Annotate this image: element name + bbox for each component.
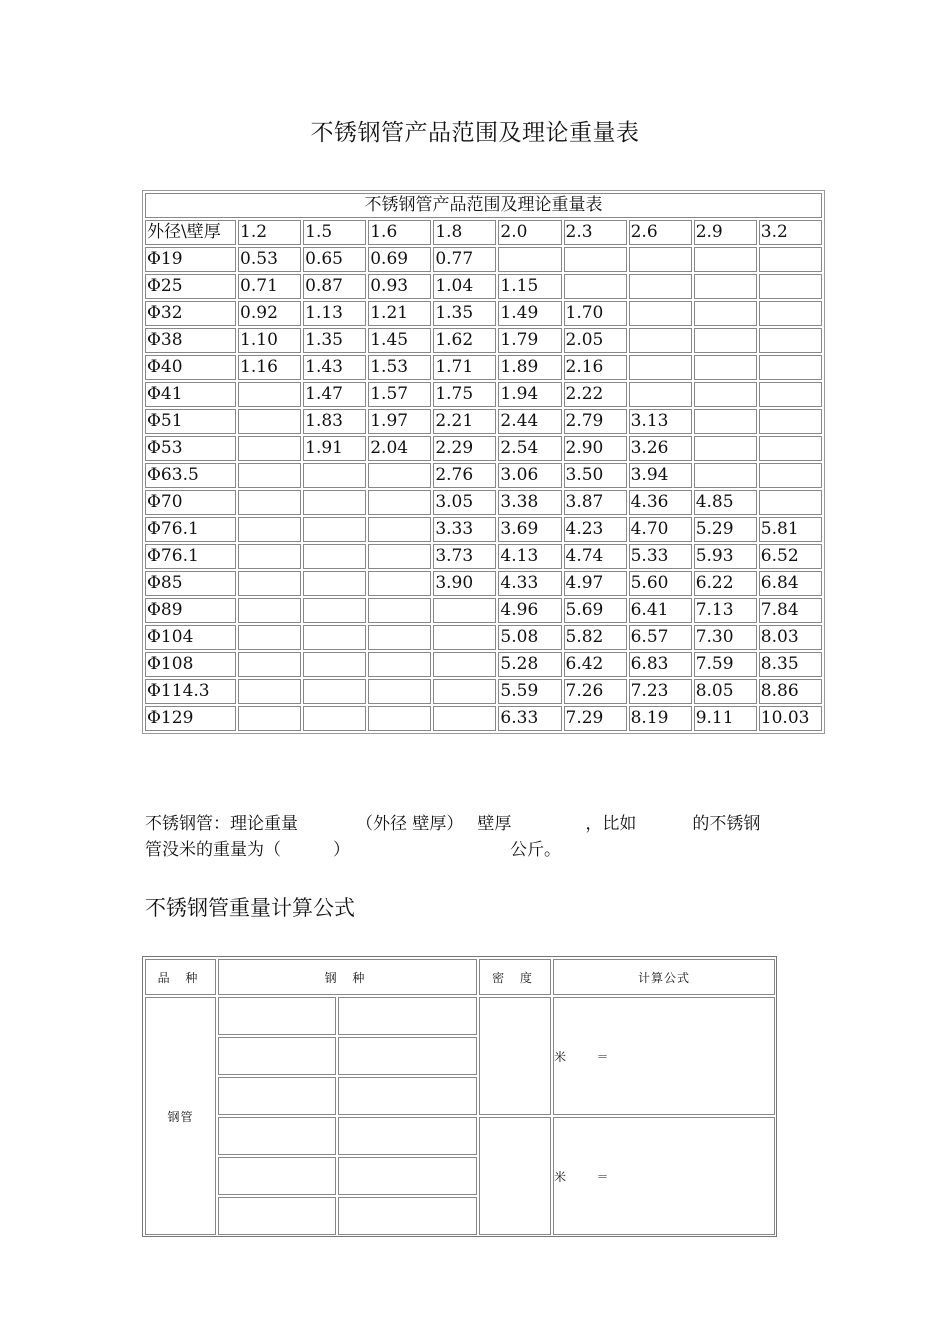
table-cell: 8.03 [759,625,822,650]
grade-cell [218,1077,336,1115]
table-cell: 6.52 [759,544,822,569]
table-cell: 1.35 [433,301,496,326]
table-cell [759,355,822,380]
grade-cell [218,1197,336,1235]
table-cell: 1.5 [303,220,366,245]
table-cell: 6.83 [629,652,692,677]
table-cell: 5.82 [564,625,627,650]
grade-cell [218,1117,336,1155]
table-cell [694,247,757,272]
table-cell: 9.11 [694,706,757,731]
table-cell: Φ129 [145,706,236,731]
table-cell [303,679,366,704]
table-cell [759,301,822,326]
table-cell [238,382,301,407]
table-cell [694,382,757,407]
table-cell [368,679,431,704]
table-cell [238,598,301,623]
table-cell: Φ51 [145,409,236,434]
table-cell: 8.35 [759,652,822,677]
table-cell [433,598,496,623]
table-cell: 1.13 [303,301,366,326]
table-cell: 1.91 [303,436,366,461]
table-cell: 7.30 [694,625,757,650]
table-row [145,517,822,542]
table-row [145,679,822,704]
table-cell: 5.60 [629,571,692,596]
table-cell: Φ108 [145,652,236,677]
table-cell: 2.22 [564,382,627,407]
table-cell: 1.79 [498,328,561,353]
table-cell: 1.04 [433,274,496,299]
para-text-4: ，比如 [585,814,637,834]
table-cell: 5.93 [694,544,757,569]
table-cell: 8.19 [629,706,692,731]
table-cell [238,652,301,677]
para-text-7: ） [333,840,350,860]
grade-cell [338,1117,477,1155]
table-cell [759,490,822,515]
table-cell: 6.84 [759,571,822,596]
category-steel-pipe: 钢管 [145,997,216,1235]
table-cell: 1.21 [368,301,431,326]
table-row [145,274,822,299]
table-cell: Φ38 [145,328,236,353]
table-row [145,436,822,461]
table-cell [368,598,431,623]
table-cell: 3.87 [564,490,627,515]
table-cell: 外径\壁厚 [145,220,236,245]
table-row [145,490,822,515]
header-steel-grade: 钢 种 [218,959,477,995]
table-cell [238,517,301,542]
table-cell: Φ32 [145,301,236,326]
table-cell: 3.06 [498,463,561,488]
table-cell: 2.79 [564,409,627,434]
table-cell [238,679,301,704]
table-row [145,463,822,488]
table-cell: 2.6 [629,220,692,245]
table-cell: 3.2 [759,220,822,245]
table-cell: 1.8 [433,220,496,245]
header-formula: 计算公式 [553,959,775,995]
table-cell: Φ41 [145,382,236,407]
table-cell: 7.84 [759,598,822,623]
table-cell: 1.62 [433,328,496,353]
table-row [145,301,822,326]
table-cell: 3.50 [564,463,627,488]
table-cell: 2.54 [498,436,561,461]
table-row [145,598,822,623]
table-cell: 3.38 [498,490,561,515]
table-cell: 4.70 [629,517,692,542]
table-cell: 2.9 [694,220,757,245]
table-cell: 8.05 [694,679,757,704]
table-cell: 2.05 [564,328,627,353]
page-title: 不锈钢管产品范围及理论重量表 [310,120,640,146]
table-cell: Φ104 [145,625,236,650]
table-cell: 5.81 [759,517,822,542]
table-cell [238,544,301,569]
table-cell [238,625,301,650]
para-text-1: 不锈钢管：理论重量 [145,814,298,834]
table-cell: 2.0 [498,220,561,245]
table-cell: Φ25 [145,274,236,299]
table-cell: Φ114.3 [145,679,236,704]
table-cell [303,517,366,542]
table-cell: 2.04 [368,436,431,461]
table-cell: 3.90 [433,571,496,596]
table-cell: 1.57 [368,382,431,407]
table-cell: 1.89 [498,355,561,380]
table-cell: 3.13 [629,409,692,434]
table-cell: 7.59 [694,652,757,677]
table-cell [368,517,431,542]
table-row [145,382,822,407]
table-cell: 5.59 [498,679,561,704]
table-cell: Φ63.5 [145,463,236,488]
table-cell [498,247,561,272]
table-cell: 3.69 [498,517,561,542]
table-cell: 1.16 [238,355,301,380]
table-cell [368,544,431,569]
table-row [145,652,822,677]
table-cell [759,463,822,488]
table-cell: 5.29 [694,517,757,542]
table-cell: 3.33 [433,517,496,542]
formula-table [142,956,777,1237]
table-cell: Φ40 [145,355,236,380]
table-cell: 1.70 [564,301,627,326]
table-cell: Φ76.1 [145,544,236,569]
table-cell: 1.47 [303,382,366,407]
table-cell [238,409,301,434]
table-cell [433,706,496,731]
table-cell: 8.86 [759,679,822,704]
table-cell: 3.26 [629,436,692,461]
table-cell: 4.13 [498,544,561,569]
table-cell [629,382,692,407]
table-cell [629,328,692,353]
table-cell: 2.3 [564,220,627,245]
table-cell [759,436,822,461]
weight-table-caption: 不锈钢管产品范围及理论重量表 [145,193,822,218]
table-cell [368,652,431,677]
formula-paragraph [145,811,810,863]
table-cell: 6.33 [498,706,561,731]
table-cell: 1.10 [238,328,301,353]
formula-cell-2 [553,1117,775,1235]
table-cell [368,463,431,488]
table-cell [303,652,366,677]
table-cell [694,436,757,461]
table-cell [564,247,627,272]
table-cell [694,328,757,353]
table-cell: 6.57 [629,625,692,650]
table-cell: 1.75 [433,382,496,407]
table-row [145,355,822,380]
table-cell: 1.45 [368,328,431,353]
para-text-5: 的不锈钢 [692,814,761,834]
table-cell [433,652,496,677]
table-row [145,625,822,650]
table-cell [238,706,301,731]
grade-cell [338,1157,477,1195]
table-cell: 4.74 [564,544,627,569]
table-cell [759,409,822,434]
table-cell [303,571,366,596]
formula-cell-1 [553,997,775,1115]
table-cell: 4.96 [498,598,561,623]
table-cell: 0.69 [368,247,431,272]
table-cell: 1.53 [368,355,431,380]
table-cell [433,625,496,650]
table-cell: 0.93 [368,274,431,299]
grade-cell [218,1037,336,1075]
table-cell [238,571,301,596]
density-cell [479,1117,551,1235]
grade-cell [338,1197,477,1235]
table-cell: 1.2 [238,220,301,245]
table-cell: 0.53 [238,247,301,272]
table-cell: 7.29 [564,706,627,731]
table-cell: 4.33 [498,571,561,596]
table-cell [694,274,757,299]
table-cell: 3.05 [433,490,496,515]
table-cell [564,274,627,299]
table-cell: 2.76 [433,463,496,488]
table-cell: 1.6 [368,220,431,245]
table-cell: 3.73 [433,544,496,569]
table-cell [694,409,757,434]
table-cell [238,463,301,488]
table-cell [303,598,366,623]
table-cell: Φ53 [145,436,236,461]
table-cell: 1.83 [303,409,366,434]
formula-text-2: 米 ＝ [554,1169,609,1184]
table-cell: 5.28 [498,652,561,677]
table-cell [368,625,431,650]
table-cell [629,274,692,299]
table-cell [694,463,757,488]
table-cell [238,490,301,515]
table-cell: 1.97 [368,409,431,434]
grade-cell [338,1077,477,1115]
table-header-row [145,220,822,245]
table-cell [433,679,496,704]
table-cell [759,247,822,272]
table-cell: 2.16 [564,355,627,380]
table-cell [303,463,366,488]
density-cell [479,997,551,1115]
table-cell: 1.94 [498,382,561,407]
para-text-3: 壁厚 [477,814,512,834]
table-cell: 3.94 [629,463,692,488]
formula-text-1: 米 ＝ [554,1049,609,1064]
table-cell [759,274,822,299]
table-cell: 4.23 [564,517,627,542]
para-text-2: （外径 壁厚） [356,814,464,834]
table-cell [694,355,757,380]
table-cell: Φ19 [145,247,236,272]
table-cell: 0.77 [433,247,496,272]
formula-section-title: 不锈钢管重量计算公式 [145,896,355,920]
table-cell [238,436,301,461]
table-cell [303,706,366,731]
table-cell [303,544,366,569]
table-row [145,247,822,272]
table-cell [629,301,692,326]
header-variety: 品 种 [145,959,216,995]
table-cell: 4.36 [629,490,692,515]
table-cell [759,328,822,353]
table-cell: 1.15 [498,274,561,299]
table-row [145,409,822,434]
table-cell: 7.26 [564,679,627,704]
table-cell: Φ85 [145,571,236,596]
table-cell: 0.92 [238,301,301,326]
table-cell [303,625,366,650]
grade-cell [338,997,477,1035]
table-cell [759,382,822,407]
table-cell: 10.03 [759,706,822,731]
table-cell: 0.65 [303,247,366,272]
table-cell: 6.41 [629,598,692,623]
header-density: 密 度 [479,959,551,995]
para-text-6: 管没米的重量为（ [145,840,281,860]
table-cell: 2.90 [564,436,627,461]
table-cell: 1.49 [498,301,561,326]
table-cell: 4.97 [564,571,627,596]
table-row [145,571,822,596]
table-cell: 5.69 [564,598,627,623]
table-cell [303,490,366,515]
table-cell [694,301,757,326]
table-cell: 0.71 [238,274,301,299]
table-cell: 1.43 [303,355,366,380]
grade-cell [338,1037,477,1075]
table-cell: 6.42 [564,652,627,677]
table-cell: 7.13 [694,598,757,623]
table-cell: 4.85 [694,490,757,515]
weight-table [142,190,825,734]
table-cell [629,247,692,272]
table-cell: 2.21 [433,409,496,434]
table-cell [368,706,431,731]
para-text-8: 公斤。 [510,840,561,860]
table-cell: 0.87 [303,274,366,299]
grade-cell [218,1157,336,1195]
table-cell: Φ76.1 [145,517,236,542]
grade-cell [218,997,336,1035]
table-row [145,328,822,353]
table-cell [629,355,692,380]
table-cell: 1.35 [303,328,366,353]
table-cell: 6.22 [694,571,757,596]
table-cell: 1.71 [433,355,496,380]
table-row [145,544,822,569]
table-cell: 2.44 [498,409,561,434]
table-cell: 5.33 [629,544,692,569]
table-cell [368,571,431,596]
table-cell: 7.23 [629,679,692,704]
table-cell: Φ70 [145,490,236,515]
table-cell: 2.29 [433,436,496,461]
table-cell: 5.08 [498,625,561,650]
table-cell: Φ89 [145,598,236,623]
table-cell [368,490,431,515]
table-row [145,706,822,731]
